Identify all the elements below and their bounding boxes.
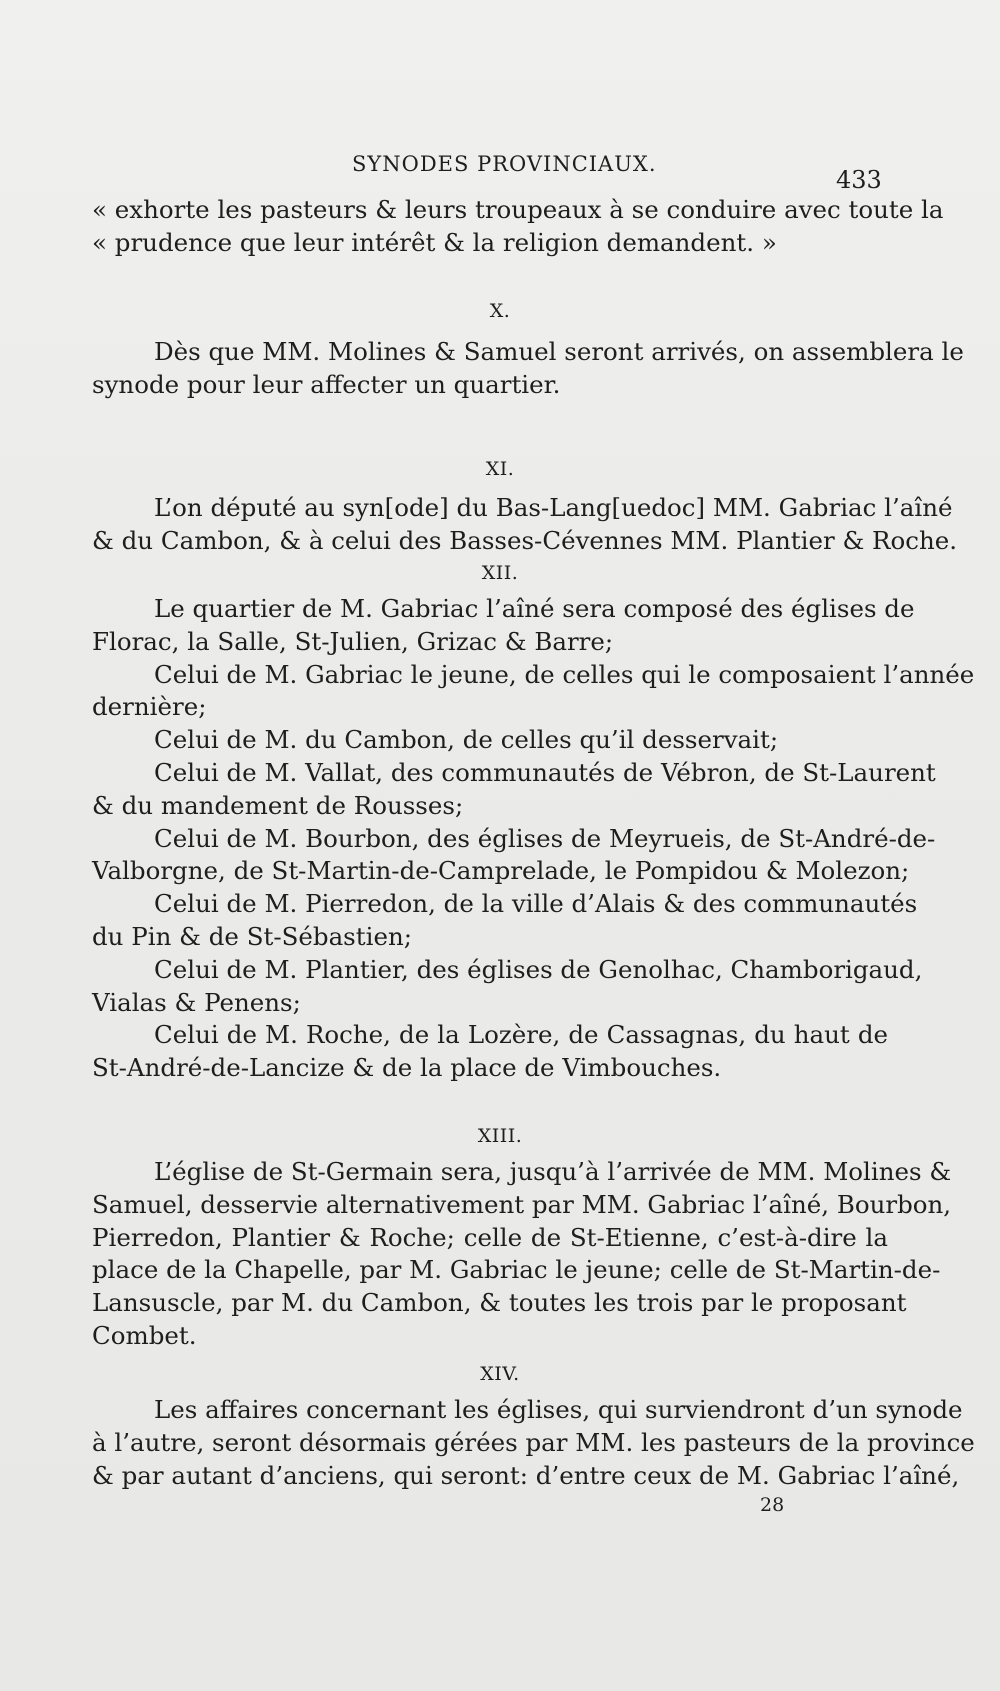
text-line: Dès que MM. Molines & Samuel seront arrivés, on assemblera le — [154, 337, 964, 366]
text-line: St-André-de-Lancize & de la place de Vimbouches. — [92, 1053, 722, 1083]
text-line: Celui de M. du Cambon, de celles qu’il desservait; — [154, 725, 779, 755]
section-number-xiv: XIV. — [480, 1363, 520, 1385]
text-line: Les affaires concernant les églises, qui surviendront d’un synode — [154, 1395, 963, 1424]
text-line: Celui de M. Bourbon, des églises de Meyrueis, de St-André-de- — [154, 823, 936, 853]
running-title: SYNODES PROVINCIAUX. — [352, 152, 657, 176]
text-line: Combet. — [92, 1320, 197, 1350]
text-line: L’église de St-Germain sera, jusqu’à l’arrivée de MM. Molines & — [154, 1157, 952, 1186]
text-line: dernière; — [92, 692, 207, 722]
text-line: & du Cambon, & à celui des Basses-Cévennes MM. Plantier & Roche. — [92, 525, 958, 555]
page-number: 433 — [836, 166, 882, 194]
text-line: « exhorte les pasteurs & leurs troupeaux à se conduire avec toute la — [92, 195, 944, 224]
text-line: place de la Chapelle, par M. Gabriac le jeune; celle de St-Martin-de- — [92, 1255, 941, 1285]
text-line: Pierredon, Plantier & Roche; celle de St-Etienne, c’est-à-dire la — [92, 1222, 888, 1252]
text-line: Lansuscle, par M. du Cambon, & toutes les trois par le proposant — [92, 1288, 907, 1318]
text-line: Le quartier de M. Gabriac l’aîné sera composé des églises de — [154, 594, 915, 623]
section-xiv-paragraph — [92, 1394, 975, 1492]
intro-paragraph — [92, 194, 944, 260]
section-xi-paragraph — [92, 460, 958, 558]
section-xii-paragraph — [92, 593, 975, 1085]
section-number-xiii: XIII. — [477, 1125, 523, 1147]
text-line: Florac, la Salle, St-Julien, Grizac & Barre; — [92, 626, 614, 656]
text-line: L’on député au syn[ode] du Bas-Lang[uedoc] MM. Gabriac l’aîné — [154, 493, 953, 522]
section-xiii-paragraph — [92, 1156, 952, 1353]
section-number-xi: XI. — [485, 458, 515, 480]
text-line: Samuel, desservie alternativement par MM. Gabriac l’aîné, Bourbon, — [92, 1189, 952, 1219]
text-line: & par autant d’anciens, qui seront: d’entre ceux de M. Gabriac l’aîné, — [92, 1460, 960, 1490]
section-number-xii: XII. — [481, 562, 519, 584]
text-line: Celui de M. Pierredon, de la ville d’Alais & des communautés — [154, 889, 918, 919]
text-line: Celui de M. Gabriac le jeune, de celles qui le composaient l’année — [154, 659, 975, 689]
text-line: Celui de M. Vallat, des communautés de Vébron, de St-Laurent — [154, 757, 936, 787]
text-line: Celui de M. Plantier, des églises de Genolhac, Chamborigaud, — [154, 954, 923, 984]
signature-mark: 28 — [760, 1494, 785, 1516]
section-x-paragraph — [92, 336, 964, 402]
text-line: synode pour leur affecter un quartier. — [92, 369, 561, 399]
text-line: Vialas & Penens; — [92, 987, 301, 1017]
text-line: & du mandement de Rousses; — [92, 790, 464, 820]
text-line: Celui de M. Roche, de la Lozère, de Cassagnas, du haut de — [154, 1020, 888, 1050]
text-line: à l’autre, seront désormais gérées par MM. les pasteurs de la province — [92, 1427, 975, 1457]
section-number-x: X. — [489, 300, 511, 322]
text-line: Valborgne, de St-Martin-de-Camprelade, le Pompidou & Molezon; — [92, 856, 910, 886]
text-line: du Pin & de St-Sébastien; — [92, 921, 412, 951]
text-line: « prudence que leur intérêt & la religion demandent. » — [92, 227, 777, 257]
